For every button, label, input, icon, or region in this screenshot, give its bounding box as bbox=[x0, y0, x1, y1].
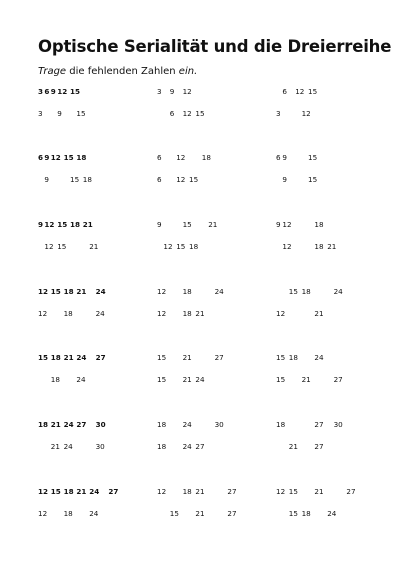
sequence-number: 12 bbox=[38, 287, 49, 296]
sequence-number: 12 bbox=[44, 242, 54, 251]
sequence-number: 27 bbox=[214, 353, 224, 362]
sequence-number: 18 bbox=[276, 420, 286, 429]
sequence-number: 15 bbox=[50, 287, 61, 296]
sequence-number: 12 bbox=[276, 487, 286, 496]
sequence-number: 24 bbox=[89, 487, 100, 496]
sequence-number: 21 bbox=[50, 442, 60, 451]
sequence-number: 18 bbox=[301, 509, 311, 518]
sequence-number: 18 bbox=[201, 153, 211, 162]
sequence-number: 21 bbox=[301, 375, 311, 384]
sequence-number: 6 bbox=[276, 153, 281, 162]
sequence-number: 24 bbox=[327, 509, 337, 518]
sequence-number: 18 bbox=[63, 309, 73, 318]
sequence-number: 18 bbox=[189, 242, 199, 251]
sequence-number: 24 bbox=[95, 287, 106, 296]
instruction-rest: die fehlenden Zahlen bbox=[69, 66, 176, 77]
sequence-number: 15 bbox=[288, 509, 298, 518]
sequence-number: 27 bbox=[333, 375, 343, 384]
sequence-number: 9 bbox=[38, 220, 44, 229]
sequence-number: 24 bbox=[76, 375, 86, 384]
sequence-number: 24 bbox=[195, 375, 205, 384]
sequence-number: 18 bbox=[63, 287, 74, 296]
sequence-number: 24 bbox=[182, 420, 192, 429]
sequence-number: 24 bbox=[76, 353, 87, 362]
sequence-number: 21 bbox=[182, 375, 192, 384]
sequence-number: 18 bbox=[157, 442, 167, 451]
sequence-number: 12 bbox=[282, 242, 292, 251]
sequence-number: 18 bbox=[70, 220, 81, 229]
sequence-number: 15 bbox=[308, 87, 318, 96]
sequence-number: 9 bbox=[44, 175, 49, 184]
sequence-number: 18 bbox=[182, 487, 192, 496]
sequence-number: 18 bbox=[182, 309, 192, 318]
sequence-number: 3 bbox=[38, 87, 44, 96]
sequence-number: 12 bbox=[276, 309, 286, 318]
sequence-number: 15 bbox=[308, 175, 318, 184]
instruction-text bbox=[38, 66, 197, 77]
sequence-number: 18 bbox=[63, 509, 73, 518]
sequence-number: 18 bbox=[182, 287, 192, 296]
sequence-number: 30 bbox=[95, 420, 106, 429]
sequence-number: 12 bbox=[57, 87, 68, 96]
sequence-number: 30 bbox=[333, 420, 343, 429]
sequence-number: 27 bbox=[314, 442, 324, 451]
sequence-number: 9 bbox=[282, 175, 287, 184]
sequence-number: 18 bbox=[76, 153, 87, 162]
sequence-number: 18 bbox=[301, 287, 311, 296]
sequence-number: 24 bbox=[314, 353, 324, 362]
sequence-number: 12 bbox=[157, 309, 167, 318]
sequence-number: 18 bbox=[50, 375, 60, 384]
sequence-number: 12 bbox=[157, 287, 167, 296]
sequence-number: 27 bbox=[195, 442, 205, 451]
sequence-number: 30 bbox=[95, 442, 105, 451]
sequence-number: 9 bbox=[44, 153, 50, 162]
sequence-number: 3 bbox=[38, 109, 43, 118]
sequence-number: 9 bbox=[276, 220, 281, 229]
sequence-number: 15 bbox=[176, 242, 186, 251]
sequence-number: 15 bbox=[157, 353, 167, 362]
sequence-number: 21 bbox=[50, 420, 61, 429]
sequence-number: 15 bbox=[76, 109, 86, 118]
sequence-number: 15 bbox=[169, 509, 179, 518]
sequence-number: 15 bbox=[195, 109, 205, 118]
sequence-number: 27 bbox=[227, 509, 237, 518]
sequence-number: 15 bbox=[189, 175, 199, 184]
sequence-number: 18 bbox=[38, 420, 49, 429]
sequence-number: 15 bbox=[288, 287, 298, 296]
sequence-number: 21 bbox=[195, 309, 205, 318]
sequence-number: 12 bbox=[301, 109, 311, 118]
sequence-number: 27 bbox=[95, 353, 106, 362]
sequence-number: 21 bbox=[82, 220, 93, 229]
sequence-number: 24 bbox=[89, 509, 99, 518]
sequence-number: 6 bbox=[157, 175, 162, 184]
sequence-number: 6 bbox=[38, 153, 44, 162]
sequence-number: 21 bbox=[89, 242, 99, 251]
sequence-number: 15 bbox=[38, 353, 49, 362]
sequence-number: 21 bbox=[76, 287, 87, 296]
instruction-verb: Trage bbox=[38, 66, 67, 77]
sequence-number: 21 bbox=[314, 309, 324, 318]
sequence-number: 12 bbox=[38, 309, 48, 318]
sequence-number: 21 bbox=[76, 487, 87, 496]
sequence-number: 9 bbox=[157, 220, 162, 229]
sequence-number: 6 bbox=[282, 87, 287, 96]
sequence-number: 18 bbox=[157, 420, 167, 429]
sequence-number: 18 bbox=[288, 353, 298, 362]
sequence-number: 24 bbox=[182, 442, 192, 451]
sequence-number: 12 bbox=[38, 509, 48, 518]
sequence-number: 15 bbox=[308, 153, 318, 162]
sequence-number: 12 bbox=[176, 175, 186, 184]
sequence-number: 15 bbox=[276, 353, 286, 362]
sequence-number: 21 bbox=[195, 487, 205, 496]
sequence-number: 15 bbox=[70, 175, 80, 184]
sequence-number: 21 bbox=[314, 487, 324, 496]
sequence-number: 18 bbox=[314, 220, 324, 229]
sequence-number: 12 bbox=[44, 220, 55, 229]
sequence-number: 6 bbox=[169, 109, 175, 118]
sequence-number: 15 bbox=[70, 87, 81, 96]
sequence-number: 27 bbox=[108, 487, 119, 496]
sequence-number: 18 bbox=[50, 353, 61, 362]
sequence-number: 12 bbox=[182, 109, 192, 118]
sequence-number: 21 bbox=[195, 509, 205, 518]
sequence-number: 12 bbox=[176, 153, 186, 162]
sequence-number: 15 bbox=[276, 375, 286, 384]
sequence-number: 18 bbox=[82, 175, 92, 184]
sequence-number: 15 bbox=[57, 220, 68, 229]
sequence-number: 18 bbox=[314, 242, 324, 251]
page-title: Optische Serialität und die Dreierreihe bbox=[38, 37, 392, 56]
sequence-number: 15 bbox=[63, 153, 74, 162]
sequence-number: 12 bbox=[163, 242, 173, 251]
sequence-number: 15 bbox=[57, 242, 67, 251]
sequence-number: 9 bbox=[50, 87, 56, 96]
sequence-number: 15 bbox=[157, 375, 167, 384]
sequence-number: 9 bbox=[57, 109, 62, 118]
sequence-number: 3 bbox=[276, 109, 281, 118]
sequence-number: 21 bbox=[182, 353, 192, 362]
sequence-number: 3 bbox=[157, 87, 162, 96]
sequence-number: 6 bbox=[44, 87, 50, 96]
sequence-number: 12 bbox=[295, 87, 305, 96]
sequence-number: 12 bbox=[38, 487, 49, 496]
sequence-number: 12 bbox=[50, 153, 61, 162]
sequence-number: 24 bbox=[214, 287, 224, 296]
sequence-number: 12 bbox=[157, 487, 167, 496]
sequence-number: 6 bbox=[157, 153, 162, 162]
instruction-tail: ein. bbox=[178, 66, 198, 77]
sequence-number: 24 bbox=[63, 420, 74, 429]
sequence-number: 15 bbox=[288, 487, 298, 496]
sequence-number: 18 bbox=[63, 487, 74, 496]
sequence-number: 9 bbox=[169, 87, 175, 96]
sequence-number: 15 bbox=[182, 220, 192, 229]
sequence-number: 24 bbox=[333, 287, 343, 296]
sequence-number: 9 bbox=[282, 153, 287, 162]
sequence-number: 12 bbox=[182, 87, 192, 96]
sequence-number: 27 bbox=[227, 487, 237, 496]
sequence-number: 15 bbox=[50, 487, 61, 496]
sequence-number: 27 bbox=[76, 420, 87, 429]
sequence-number: 27 bbox=[314, 420, 324, 429]
sequence-number: 21 bbox=[63, 353, 74, 362]
sequence-number: 24 bbox=[63, 442, 73, 451]
sequence-number: 27 bbox=[346, 487, 356, 496]
sequence-number: 12 bbox=[282, 220, 292, 229]
sequence-number: 24 bbox=[95, 309, 105, 318]
sequence-number: 21 bbox=[208, 220, 218, 229]
sequence-number: 30 bbox=[214, 420, 224, 429]
sequence-number: 21 bbox=[327, 242, 337, 251]
sequence-number: 21 bbox=[288, 442, 298, 451]
